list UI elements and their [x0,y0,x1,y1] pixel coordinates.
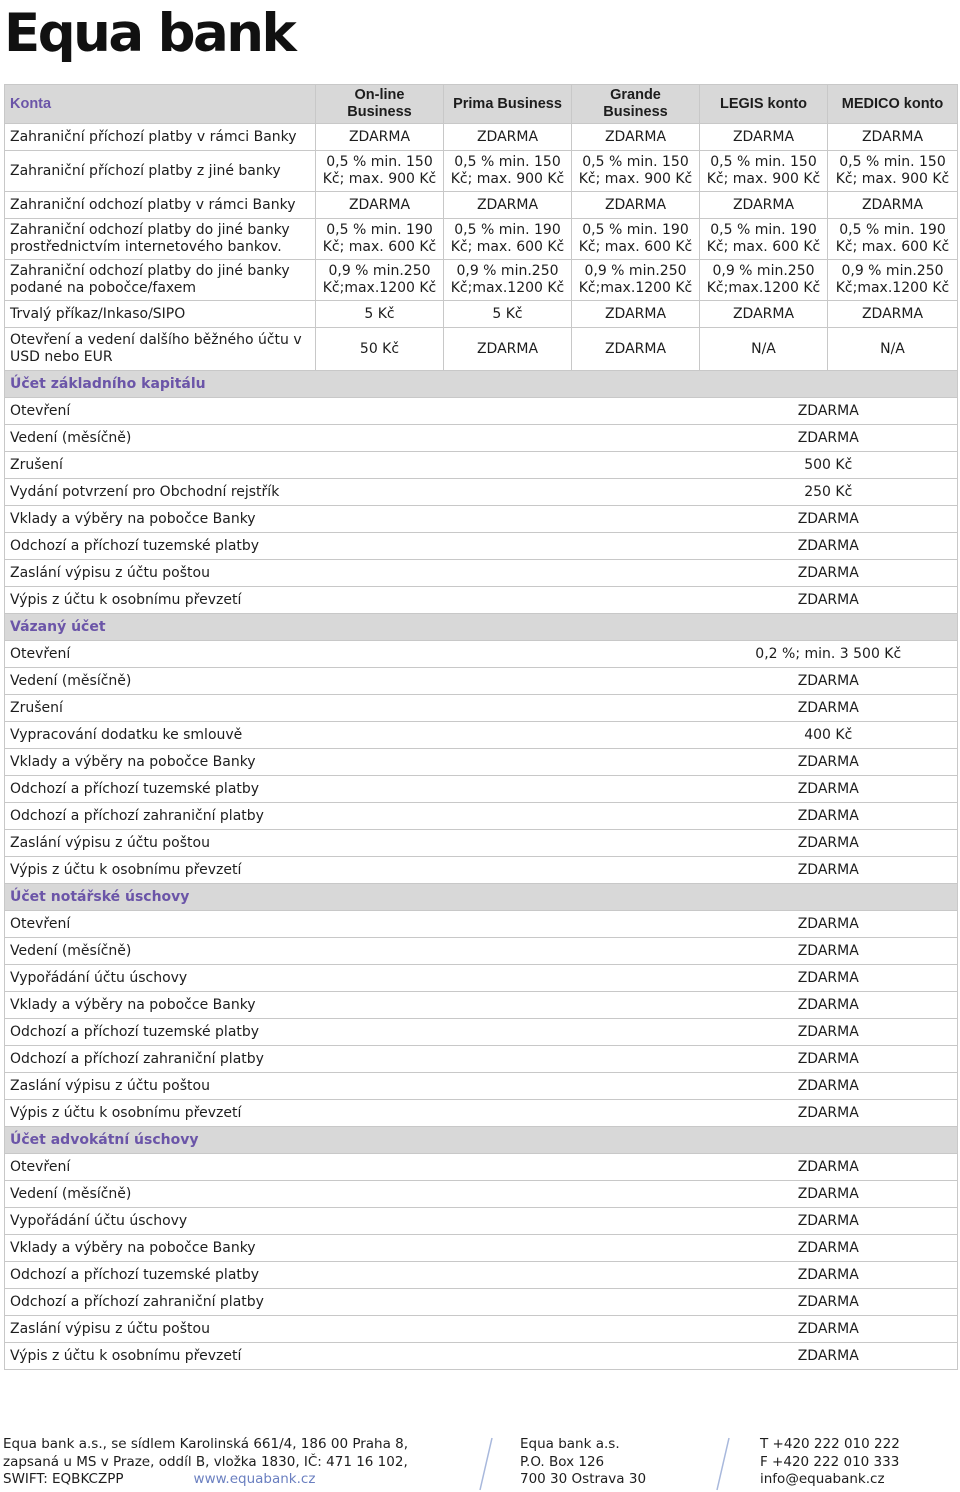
footer-company [3,1436,408,1489]
list-item [5,506,958,533]
item-label: Vypořádání účtu úschovy [5,1208,700,1235]
section-title: Účet základního kapitálu [5,371,958,398]
fee-value: 0,5 % min. 150 Kč; max. 900 Kč [572,151,700,192]
footer-swift: SWIFT: EQBKCZPP [3,1471,124,1487]
item-value: ZDARMA [700,1100,958,1127]
list-item [5,695,958,722]
fee-value: ZDARMA [444,192,572,219]
item-label: Zaslání výpisu z účtu poštou [5,1316,700,1343]
list-item [5,1046,958,1073]
list-item [5,749,958,776]
item-value: ZDARMA [700,857,958,884]
item-value: ZDARMA [700,398,958,425]
item-value: ZDARMA [700,992,958,1019]
list-item [5,857,958,884]
fee-value: ZDARMA [572,192,700,219]
item-value: ZDARMA [700,695,958,722]
item-value: ZDARMA [700,1289,958,1316]
item-label: Otevření [5,911,700,938]
footer-email: info@equabank.cz [760,1471,885,1487]
list-item [5,587,958,614]
fee-value: ZDARMA [444,124,572,151]
list-item [5,1208,958,1235]
fee-value: ZDARMA [828,124,958,151]
equa-bank-logo [4,0,294,66]
fee-value: ZDARMA [700,192,828,219]
item-value: ZDARMA [700,425,958,452]
item-value: ZDARMA [700,1073,958,1100]
footer-contact [760,1436,900,1489]
section-title: Účet notářské úschovy [5,884,958,911]
item-label: Výpis z účtu k osobnímu převzetí [5,587,700,614]
footer-address-line: P.O. Box 126 [520,1453,605,1470]
item-label: Otevření [5,641,700,668]
list-item [5,425,958,452]
column-header: MEDICO konto [828,85,958,124]
item-label: Vypracování dodatku ke smlouvě [5,722,700,749]
list-item [5,911,958,938]
fee-value: 0,5 % min. 190 Kč; max. 600 Kč [444,219,572,260]
fee-value: 5 Kč [444,301,572,328]
list-item [5,1154,958,1181]
fee-value: 0,5 % min. 190 Kč; max. 600 Kč [700,219,828,260]
list-item [5,1316,958,1343]
table-row [5,301,958,328]
footer-phone: T +420 222 010 222 [760,1436,900,1452]
website-link[interactable]: www.equabank.cz [193,1471,316,1487]
item-label: Vklady a výběry na pobočce Banky [5,506,700,533]
fee-value: 0,5 % min. 150 Kč; max. 900 Kč [828,151,958,192]
fee-value: 0,5 % min. 190 Kč; max. 600 Kč [572,219,700,260]
table-row [5,192,958,219]
item-label: Výpis z účtu k osobnímu převzetí [5,1100,700,1127]
item-value: ZDARMA [700,533,958,560]
list-item [5,938,958,965]
item-label: Vedení (měsíčně) [5,425,700,452]
fee-value: 0,9 % min.250 Kč;max.1200 Kč [572,260,700,301]
item-label: Zaslání výpisu z účtu poštou [5,560,700,587]
list-item [5,398,958,425]
item-label: Vedení (měsíčně) [5,668,700,695]
fee-value: 50 Kč [316,328,444,371]
row-label: Trvalý příkaz/Inkaso/SIPO [5,301,316,328]
fee-value: ZDARMA [572,124,700,151]
section-header [5,884,958,911]
fee-value: 0,5 % min. 190 Kč; max. 600 Kč [316,219,444,260]
item-value: ZDARMA [700,1262,958,1289]
item-value: ZDARMA [700,1208,958,1235]
list-item [5,1100,958,1127]
section-header [5,614,958,641]
table-row [5,151,958,192]
item-label: Otevření [5,1154,700,1181]
item-label: Vklady a výběry na pobočce Banky [5,992,700,1019]
item-value: ZDARMA [700,506,958,533]
fee-value: 0,9 % min.250 Kč;max.1200 Kč [700,260,828,301]
list-item [5,1343,958,1370]
item-label: Otevření [5,398,700,425]
list-item [5,965,958,992]
list-item [5,722,958,749]
list-item [5,1289,958,1316]
item-value: ZDARMA [700,1235,958,1262]
fee-value: ZDARMA [572,328,700,371]
list-item [5,479,958,506]
item-value: 0,2 %; min. 3 500 Kč [700,641,958,668]
item-label: Odchozí a příchozí tuzemské platby [5,533,700,560]
item-value: ZDARMA [700,1316,958,1343]
footer-company-line: zapsaná u MS v Praze, oddíl B, vložka 1830, IČ: 471 16 102, [3,1453,408,1470]
item-label: Výpis z účtu k osobnímu převzetí [5,857,700,884]
fee-value: 0,5 % min. 150 Kč; max. 900 Kč [316,151,444,192]
row-label: Zahraniční odchozí platby do jiné banky prostřednictvím internetového bankov. [5,219,316,260]
item-label: Zrušení [5,452,700,479]
footer-address [520,1436,646,1489]
fee-value: 0,9 % min.250 Kč;max.1200 Kč [316,260,444,301]
list-item [5,560,958,587]
row-label: Zahraniční odchozí platby do jiné banky podané na pobočce/faxem [5,260,316,301]
table-row [5,124,958,151]
item-value: ZDARMA [700,1154,958,1181]
column-header: On-line Business [316,85,444,124]
item-value: ZDARMA [700,1046,958,1073]
item-value: ZDARMA [700,830,958,857]
item-label: Výpis z účtu k osobnímu převzetí [5,1343,700,1370]
section-title: Účet advokátní úschovy [5,1127,958,1154]
item-value: ZDARMA [700,803,958,830]
list-item [5,668,958,695]
fee-value: ZDARMA [700,301,828,328]
divider-slash-icon [478,1436,480,1492]
item-value: ZDARMA [700,776,958,803]
list-item [5,1019,958,1046]
table-header [5,85,958,124]
item-value: ZDARMA [700,938,958,965]
item-label: Odchozí a příchozí tuzemské platby [5,776,700,803]
column-header: LEGIS konto [700,85,828,124]
item-value: ZDARMA [700,560,958,587]
list-item [5,803,958,830]
item-value: ZDARMA [700,668,958,695]
list-item [5,533,958,560]
fee-value: ZDARMA [828,192,958,219]
item-label: Vypořádání účtu úschovy [5,965,700,992]
item-value: ZDARMA [700,911,958,938]
row-label: Zahraniční příchozí platby v rámci Banky [5,124,316,151]
column-header: Konta [5,85,316,124]
item-label: Vedení (měsíčně) [5,938,700,965]
item-value: ZDARMA [700,1181,958,1208]
fee-value: 5 Kč [316,301,444,328]
fee-value: 0,5 % min. 150 Kč; max. 900 Kč [444,151,572,192]
item-label: Zaslání výpisu z účtu poštou [5,830,700,857]
footer-address-line: 700 30 Ostrava 30 [520,1471,647,1487]
item-label: Zrušení [5,695,700,722]
item-value: ZDARMA [700,587,958,614]
section-title: Vázaný účet [5,614,958,641]
column-header: Grande Business [572,85,700,124]
list-item [5,1235,958,1262]
list-item [5,1073,958,1100]
fee-value: N/A [700,328,828,371]
fee-value: ZDARMA [316,124,444,151]
divider-slash-icon [715,1436,717,1492]
fee-value: N/A [828,328,958,371]
footer-fax: F +420 222 010 333 [760,1453,900,1470]
section-header [5,371,958,398]
table-row [5,219,958,260]
item-label: Odchozí a příchozí tuzemské platby [5,1262,700,1289]
item-value: 500 Kč [700,452,958,479]
list-item [5,1262,958,1289]
item-value: ZDARMA [700,1343,958,1370]
item-label: Vedení (měsíčně) [5,1181,700,1208]
item-label: Vydání potvrzení pro Obchodní rejstřík [5,479,700,506]
list-item [5,641,958,668]
table-row [5,260,958,301]
fee-value: 0,9 % min.250 Kč;max.1200 Kč [444,260,572,301]
item-label: Odchozí a příchozí zahraniční platby [5,1289,700,1316]
logo-text: Equa bank [4,2,295,64]
item-label: Vklady a výběry na pobočce Banky [5,749,700,776]
fee-value: 0,5 % min. 150 Kč; max. 900 Kč [700,151,828,192]
item-value: 400 Kč [700,722,958,749]
footer-address-line: Equa bank a.s. [520,1436,620,1452]
item-value: 250 Kč [700,479,958,506]
fee-value: ZDARMA [316,192,444,219]
item-value: ZDARMA [700,1019,958,1046]
fee-value: 0,5 % min. 190 Kč; max. 600 Kč [828,219,958,260]
item-label: Vklady a výběry na pobočce Banky [5,1235,700,1262]
item-label: Zaslání výpisu z účtu poštou [5,1073,700,1100]
item-label: Odchozí a příchozí zahraniční platby [5,803,700,830]
fee-value: ZDARMA [572,301,700,328]
fee-value: 0,9 % min.250 Kč;max.1200 Kč [828,260,958,301]
list-item [5,452,958,479]
column-header: Prima Business [444,85,572,124]
fee-table [4,84,958,1370]
item-value: ZDARMA [700,749,958,776]
item-label: Odchozí a příchozí zahraniční platby [5,1046,700,1073]
section-header [5,1127,958,1154]
fee-value: ZDARMA [828,301,958,328]
fee-value: ZDARMA [700,124,828,151]
row-label: Otevření a vedení dalšího běžného účtu v USD nebo EUR [5,328,316,371]
table-row [5,328,958,371]
fee-value: ZDARMA [444,328,572,371]
list-item [5,992,958,1019]
item-value: ZDARMA [700,965,958,992]
item-label: Odchozí a příchozí tuzemské platby [5,1019,700,1046]
list-item [5,830,958,857]
footer-company-line [3,1471,408,1489]
footer-company-line: Equa bank a.s., se sídlem Karolinská 661/4, 186 00 Praha 8, [3,1436,409,1452]
row-label: Zahraniční příchozí platby z jiné banky [5,151,316,192]
list-item [5,776,958,803]
row-label: Zahraniční odchozí platby v rámci Banky [5,192,316,219]
list-item [5,1181,958,1208]
